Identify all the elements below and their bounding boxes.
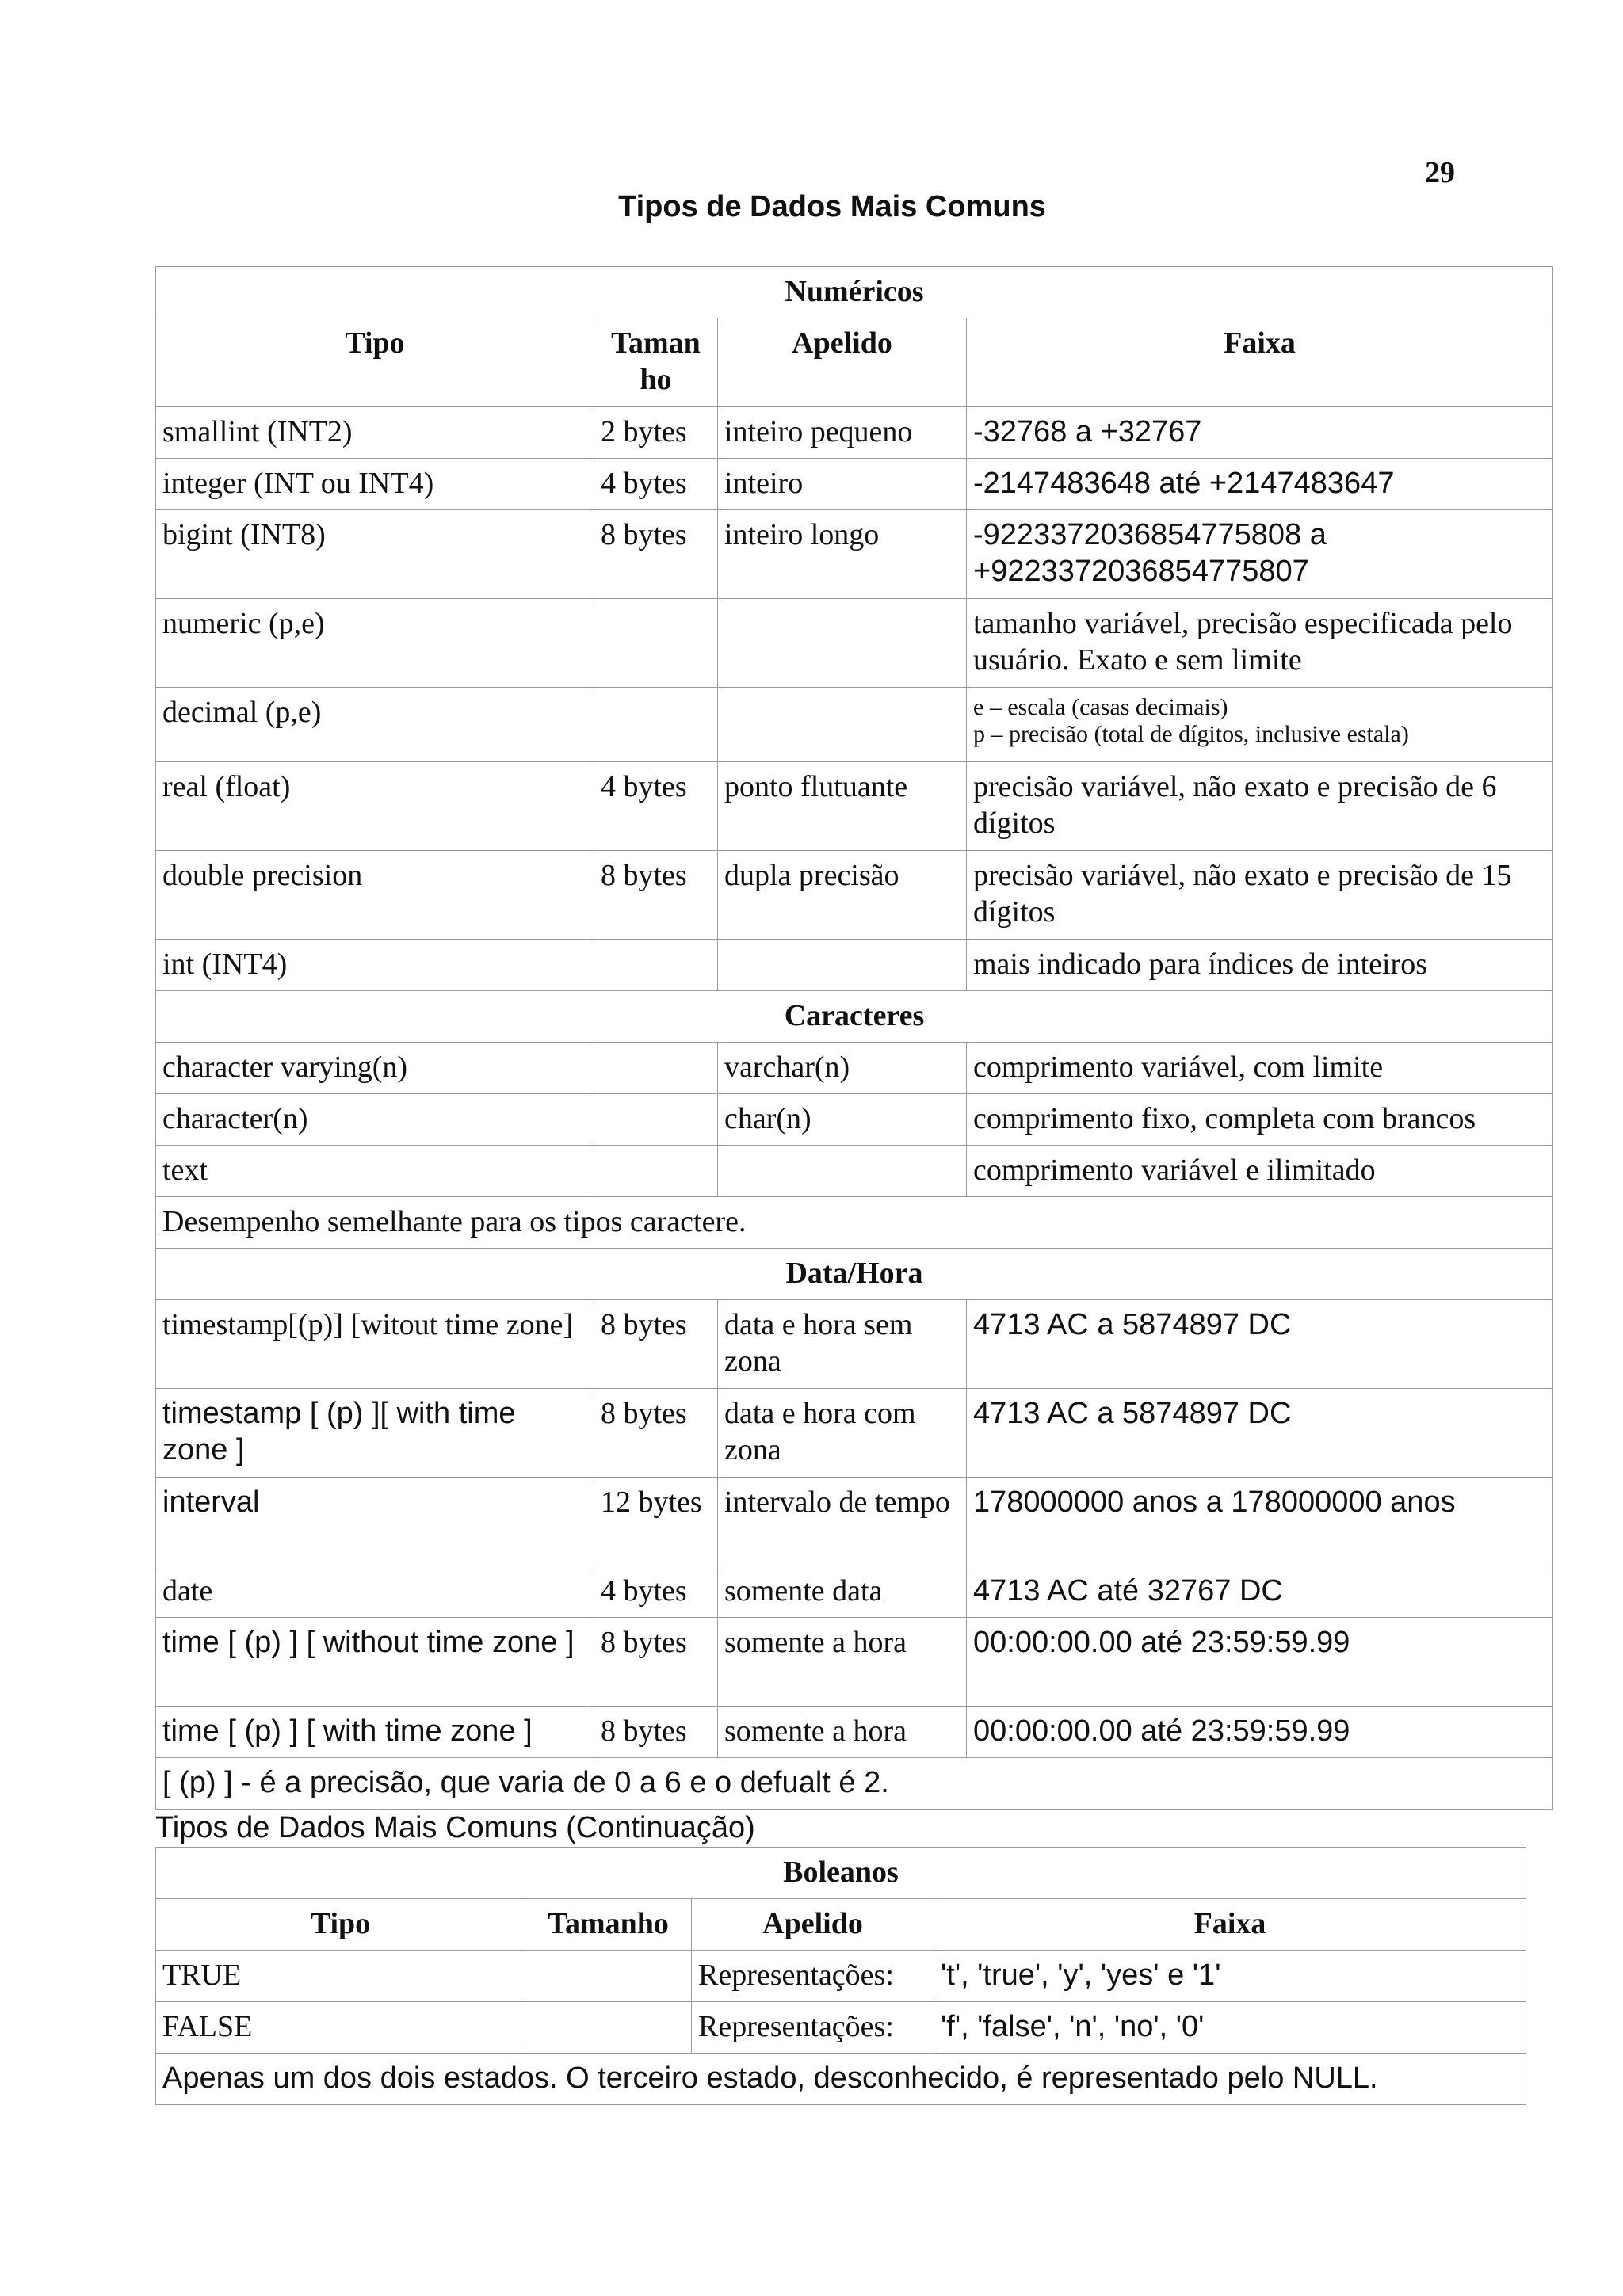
table-row — [156, 1094, 1553, 1146]
cell-faixa: 4713 AC a 5874897 DC — [967, 1300, 1553, 1389]
faixa-line-escala: e – escala (casas decimais) — [973, 694, 1228, 720]
table-row — [156, 1951, 1526, 2002]
cell-faixa: -2147483648 até +2147483647 — [967, 459, 1553, 510]
cell-faixa: 4713 AC até 32767 DC — [967, 1566, 1553, 1618]
cell-tipo: bigint (INT8) — [156, 510, 594, 599]
cell-faixa — [967, 688, 1553, 762]
cell-tipo: FALSE — [156, 2002, 525, 2054]
cell-tamanho — [594, 599, 718, 688]
cell-tipo: text — [156, 1146, 594, 1197]
faixa-line-precisao: p – precisão (total de dígitos, inclusive estala) — [973, 721, 1409, 747]
section-datahora: Data/Hora — [156, 1249, 1553, 1300]
cell-faixa: comprimento variável e ilimitado — [967, 1146, 1553, 1197]
cell-tipo: timestamp[(p)] [witout time zone] — [156, 1300, 594, 1389]
cell-apelido: inteiro — [718, 459, 967, 510]
cell-apelido: somente a hora — [718, 1707, 967, 1758]
cell-tipo: integer (INT ou INT4) — [156, 459, 594, 510]
table-row — [156, 1043, 1553, 1094]
cell-tipo: real (float) — [156, 762, 594, 851]
table-row — [156, 459, 1553, 510]
cell-apelido: data e hora com zona — [718, 1389, 967, 1478]
cell-tipo: timestamp [ (p) ][ with time zone ] — [156, 1389, 594, 1478]
cell-faixa: mais indicado para índices de inteiros — [967, 940, 1553, 991]
cell-tamanho: 4 bytes — [594, 459, 718, 510]
page-number: 29 — [1425, 156, 1455, 189]
cell-tipo: double precision — [156, 851, 594, 940]
cell-faixa: 178000000 anos a 178000000 anos — [967, 1478, 1553, 1566]
cell-tipo: TRUE — [156, 1951, 525, 2002]
continuation-caption: Tipos de Dados Mais Comuns (Continuação) — [155, 1811, 755, 1844]
datahora-note: [ (p) ] - é a precisão, que varia de 0 a 6 e o defualt é 2. — [156, 1758, 1553, 1810]
table-row — [156, 1300, 1553, 1389]
cell-apelido: ponto flutuante — [718, 762, 967, 851]
cell-tamanho: 2 bytes — [594, 407, 718, 459]
cell-tamanho — [594, 688, 718, 762]
table-row — [156, 1478, 1553, 1566]
cell-faixa: 'f', 'false', 'n', 'no', '0' — [934, 2002, 1526, 2054]
section-boleanos: Boleanos — [156, 1848, 1526, 1899]
cell-apelido — [718, 688, 967, 762]
cell-tamanho: 8 bytes — [594, 1618, 718, 1707]
section-numericos: Numéricos — [156, 267, 1553, 318]
cell-tipo: int (INT4) — [156, 940, 594, 991]
cell-faixa: 00:00:00.00 até 23:59:59.99 — [967, 1618, 1553, 1707]
cell-apelido — [718, 940, 967, 991]
table-row — [156, 1618, 1553, 1707]
table-row — [156, 940, 1553, 991]
table-row — [156, 599, 1553, 688]
table-row — [156, 2002, 1526, 2054]
table-row — [156, 1146, 1553, 1197]
cell-tipo: character(n) — [156, 1094, 594, 1146]
boolean-types-table — [155, 1847, 1526, 2105]
cell-tamanho: 8 bytes — [594, 1707, 718, 1758]
cell-apelido: char(n) — [718, 1094, 967, 1146]
table-row — [156, 510, 1553, 599]
cell-tamanho — [525, 1951, 692, 2002]
cell-tamanho: 8 bytes — [594, 1389, 718, 1478]
cell-tamanho: 4 bytes — [594, 1566, 718, 1618]
table-row — [156, 1389, 1553, 1478]
cell-faixa: -9223372036854775808 a +9223372036854775807 — [967, 510, 1553, 599]
cell-tamanho: 8 bytes — [594, 510, 718, 599]
table-row — [156, 1707, 1553, 1758]
cell-apelido: dupla precisão — [718, 851, 967, 940]
cell-faixa: precisão variável, não exato e precisão de 6 dígitos — [967, 762, 1553, 851]
cell-tamanho — [525, 2002, 692, 2054]
cell-tipo: date — [156, 1566, 594, 1618]
cell-tipo: character varying(n) — [156, 1043, 594, 1094]
cell-apelido: varchar(n) — [718, 1043, 967, 1094]
table-row — [156, 762, 1553, 851]
cell-faixa: -32768 a +32767 — [967, 407, 1553, 459]
cell-tamanho: 12 bytes — [594, 1478, 718, 1566]
caracteres-note: Desempenho semelhante para os tipos caractere. — [156, 1197, 1553, 1249]
table-row — [156, 407, 1553, 459]
cell-tipo: interval — [156, 1478, 594, 1566]
cell-apelido: Representações: — [692, 1951, 934, 2002]
header-tamanho: Taman ho — [594, 318, 718, 407]
cell-faixa: 00:00:00.00 até 23:59:59.99 — [967, 1707, 1553, 1758]
cell-tipo: smallint (INT2) — [156, 407, 594, 459]
cell-faixa: 4713 AC a 5874897 DC — [967, 1389, 1553, 1478]
cell-tamanho — [594, 940, 718, 991]
cell-apelido: somente data — [718, 1566, 967, 1618]
cell-apelido: inteiro longo — [718, 510, 967, 599]
cell-tipo: numeric (p,e) — [156, 599, 594, 688]
cell-apelido: inteiro pequeno — [718, 407, 967, 459]
page-title: Tipos de Dados Mais Comuns — [618, 190, 1046, 223]
header-tipo: Tipo — [156, 1899, 525, 1951]
section-caracteres: Caracteres — [156, 991, 1553, 1043]
cell-tamanho — [594, 1146, 718, 1197]
table-row — [156, 688, 1553, 762]
table-row — [156, 851, 1553, 940]
cell-faixa: precisão variável, não exato e precisão de 15 dígitos — [967, 851, 1553, 940]
header-tamanho: Tamanho — [525, 1899, 692, 1951]
cell-faixa: comprimento fixo, completa com brancos — [967, 1094, 1553, 1146]
cell-tipo: decimal (p,e) — [156, 688, 594, 762]
cell-apelido: intervalo de tempo — [718, 1478, 967, 1566]
header-faixa: Faixa — [967, 318, 1553, 407]
cell-apelido: Representações: — [692, 2002, 934, 2054]
cell-tipo: time [ (p) ] [ with time zone ] — [156, 1707, 594, 1758]
cell-apelido — [718, 1146, 967, 1197]
cell-tipo: time [ (p) ] [ without time zone ] — [156, 1618, 594, 1707]
table-row — [156, 1566, 1553, 1618]
cell-tamanho: 4 bytes — [594, 762, 718, 851]
boleanos-note: Apenas um dos dois estados. O terceiro estado, desconhecido, é representado pelo NULL. — [156, 2054, 1526, 2105]
cell-apelido — [718, 599, 967, 688]
cell-faixa: comprimento variável, com limite — [967, 1043, 1553, 1094]
cell-tamanho: 8 bytes — [594, 851, 718, 940]
header-faixa: Faixa — [934, 1899, 1526, 1951]
cell-tamanho — [594, 1094, 718, 1146]
cell-tamanho — [594, 1043, 718, 1094]
header-apelido: Apelido — [692, 1899, 934, 1951]
header-tipo: Tipo — [156, 318, 594, 407]
cell-faixa: tamanho variável, precisão especificada pelo usuário. Exato e sem limite — [967, 599, 1553, 688]
cell-apelido: data e hora sem zona — [718, 1300, 967, 1389]
cell-apelido: somente a hora — [718, 1618, 967, 1707]
header-apelido: Apelido — [718, 318, 967, 407]
cell-faixa: 't', 'true', 'y', 'yes' e '1' — [934, 1951, 1526, 2002]
data-types-table — [155, 266, 1553, 1810]
cell-tamanho: 8 bytes — [594, 1300, 718, 1389]
